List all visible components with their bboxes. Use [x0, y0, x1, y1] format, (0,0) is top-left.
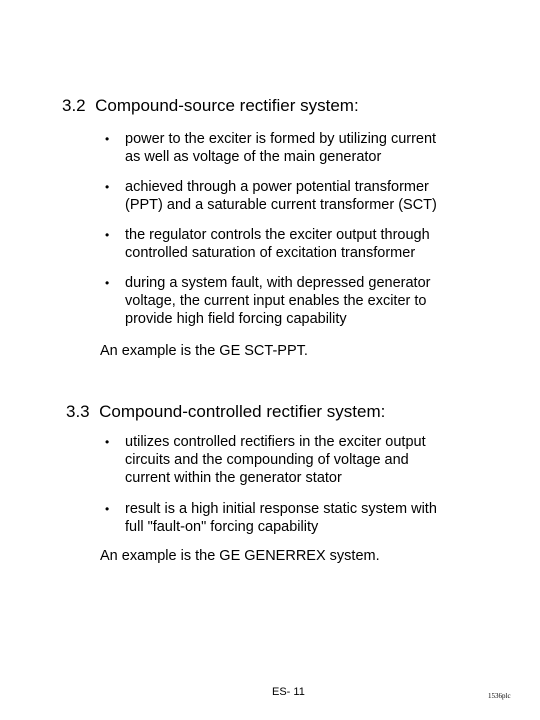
bullet-line: current within the generator stator: [125, 470, 342, 486]
bullet-line: result is a high initial response static system with: [125, 501, 437, 517]
bullet-dot: •: [105, 228, 110, 242]
example-text: An example is the GE SCT-PPT.: [100, 343, 308, 359]
bullet-item: [125, 500, 525, 536]
bullet-item: [125, 178, 525, 214]
bullet-line: the regulator controls the exciter output through: [125, 227, 430, 243]
bullet-item: [125, 274, 525, 328]
bullet-dot: •: [105, 502, 110, 516]
bullet-line: circuits and the compounding of voltage and: [125, 452, 409, 468]
section-number: 3.3: [66, 402, 90, 421]
bullet-item: [125, 130, 525, 166]
bullet-item: [125, 433, 525, 487]
page-number: ES- 11: [272, 686, 305, 698]
bullet-item: [125, 226, 525, 262]
section-heading-3-2: [62, 96, 359, 116]
bullet-line: as well as voltage of the main generator: [125, 149, 382, 165]
bullet-line: during a system fault, with depressed generator: [125, 275, 431, 291]
document-code: 1536plc: [488, 692, 511, 700]
section-number: 3.2: [62, 96, 86, 115]
bullet-line: full "fault-on" forcing capability: [125, 519, 319, 535]
bullet-dot: •: [105, 132, 110, 146]
bullet-line: achieved through a power potential transformer: [125, 179, 429, 195]
bullet-dot: •: [105, 276, 110, 290]
bullet-dot: •: [105, 180, 110, 194]
example-text: An example is the GE GENERREX system.: [100, 548, 380, 564]
bullet-dot: •: [105, 435, 110, 449]
section-title: Compound-source rectifier system:: [95, 96, 359, 115]
bullet-line: power to the exciter is formed by utilizing current: [125, 131, 437, 147]
bullet-line: provide high field forcing capability: [125, 311, 347, 327]
bullet-line: controlled saturation of excitation transformer: [125, 245, 416, 261]
section-heading-3-3: [66, 402, 385, 422]
section-title: Compound-controlled rectifier system:: [99, 402, 386, 421]
bullet-line: voltage, the current input enables the exciter to: [125, 293, 427, 309]
bullet-line: utilizes controlled rectifiers in the exciter output: [125, 434, 426, 450]
bullet-line: (PPT) and a saturable current transformer (SCT): [125, 197, 437, 213]
